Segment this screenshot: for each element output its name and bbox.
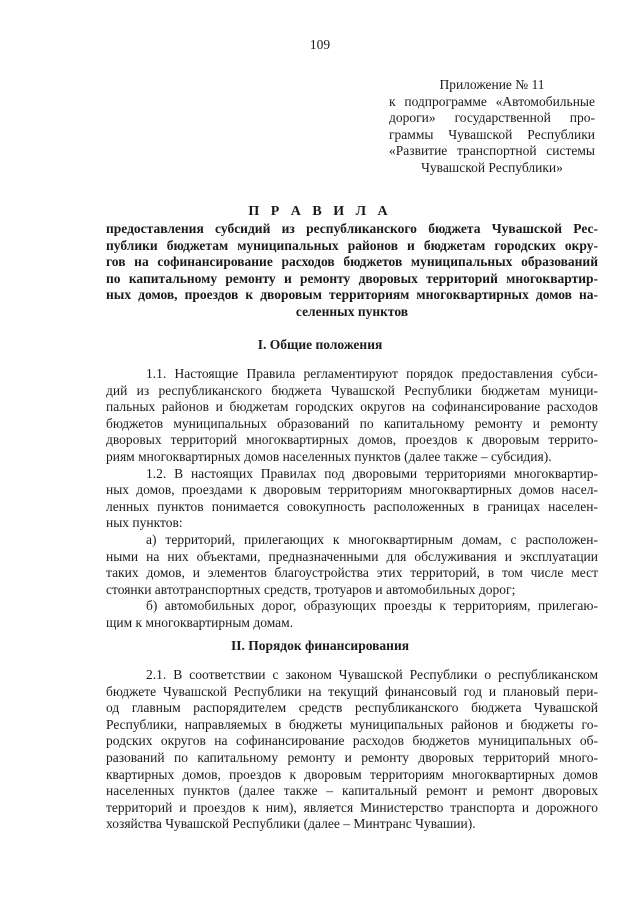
text-line: од главным распорядителем средств республиканского бюджета Чувашской xyxy=(106,700,598,716)
text-line: населенных пунктов (далее также – капитальный ремонт и ремонт дворовых xyxy=(106,783,598,799)
appendix-line: «Развитие транспортной системы xyxy=(389,143,595,158)
text-line: ленных пунктов понимается совокупность расположенных в границах населен- xyxy=(106,498,598,514)
text-line: 2.1. В соответствии с законом Чувашской Республики о республиканском xyxy=(146,667,598,682)
subtitle-line: ных домов, проездов к дворовым территориям многоквартирных домов на- xyxy=(106,287,598,302)
text-line: дий из республиканского бюджета Чувашской Республики бюджетам муници- xyxy=(106,382,598,398)
subtitle-line: селенных пунктов xyxy=(295,303,409,319)
section-1-body xyxy=(106,366,598,632)
section-heading-1: I. Общие положения xyxy=(257,337,383,352)
appendix-line: Чувашской Республики» xyxy=(421,159,563,175)
text-line: Республики, направляемых в бюджеты муниципальных районов и бюджеты го- xyxy=(106,716,598,732)
appendix-line: дороги» государственной про- xyxy=(389,110,595,125)
text-line: хозяйства Чувашской Республики (далее – Минтранс Чувашии). xyxy=(106,816,476,832)
text-line: дворовых территорий многоквартирных домов, проездов к дворовым террито- xyxy=(106,432,598,448)
text-line: бюджете Чувашской Республики на текущий финансовый год и плановый пери- xyxy=(106,683,598,699)
text-line: 1.1. Настоящие Правила регламентируют порядок предоставления субси- xyxy=(146,366,598,381)
text-line: родских округов на софинансирование расходов бюджетов муниципальных об- xyxy=(106,733,598,749)
text-line: щим к многоквартирным домам. xyxy=(106,614,294,630)
subtitle-line: предоставления субсидий из республиканского бюджета Чувашской Рес- xyxy=(106,221,598,236)
paragraph-2-1 xyxy=(106,667,598,833)
text-line: ных домов, проездами к дворовым территориям многоквартирных домов насел- xyxy=(106,482,598,498)
document-subtitle xyxy=(106,221,598,320)
text-line: б) автомобильных дорог, образующих проезды к территориям, прилегаю- xyxy=(146,598,598,614)
text-line: а) территорий, прилегающих к многоквартирным домам, с расположен- xyxy=(146,531,598,547)
paragraph-1-1 xyxy=(106,366,598,466)
subtitle-line: публики бюджетам муниципальных районов и бюджетам городских окру- xyxy=(106,237,598,253)
appendix-line: граммы Чувашской Республики xyxy=(389,126,595,142)
document-title: П Р А В И Л А xyxy=(248,204,392,219)
page-number: 109 xyxy=(309,37,331,52)
text-line: ными на них объектами, предназначенными для обслуживания и эксплуатации xyxy=(106,548,598,564)
appendix-line: к подпрограмме «Автомобильные xyxy=(389,93,595,109)
text-line: квартирных домов, проездов к дворовым территориям многоквартирных домов xyxy=(106,766,598,782)
appendix-line: Приложение № 11 xyxy=(439,77,545,92)
section-heading-2: II. Порядок финансирования xyxy=(230,638,410,653)
subtitle-line: гов на софинансирование расходов бюджетов муниципальных образований xyxy=(106,254,598,269)
text-line: риям многоквартирных домов населенных пунктов (далее также – субсидия). xyxy=(106,448,552,464)
text-line: стоянки автотранспортных средств, тротуаров и автомобильных дорог; xyxy=(106,581,516,597)
text-line: бюджетов муниципальных образований по капитальному ремонту и ремонту xyxy=(106,415,598,431)
text-line: ных пунктов: xyxy=(106,515,183,531)
text-line: разований по капитальному ремонту и ремонту дворовых территорий много- xyxy=(106,749,598,765)
text-line: пальных районов и бюджетам городских округов на софинансирование расходов xyxy=(106,399,598,415)
text-line: 1.2. В настоящих Правилах под дворовыми территориями многоквартир- xyxy=(146,465,598,481)
paragraph-1-2 xyxy=(106,466,598,532)
text-line: территорий и проездов к ним), является Министерство транспорта и дорожного xyxy=(106,799,598,815)
paragraph-1-2-a xyxy=(106,532,598,598)
text-line: таких домов, и элементов благоустройства этих территорий, в том числе мест xyxy=(106,565,598,581)
subtitle-line: по капитальному ремонту и ремонту дворовых территорий многоквартир- xyxy=(106,270,598,286)
paragraph-1-2-b xyxy=(106,598,598,631)
section-2-body xyxy=(106,667,598,833)
appendix-block xyxy=(389,77,595,176)
